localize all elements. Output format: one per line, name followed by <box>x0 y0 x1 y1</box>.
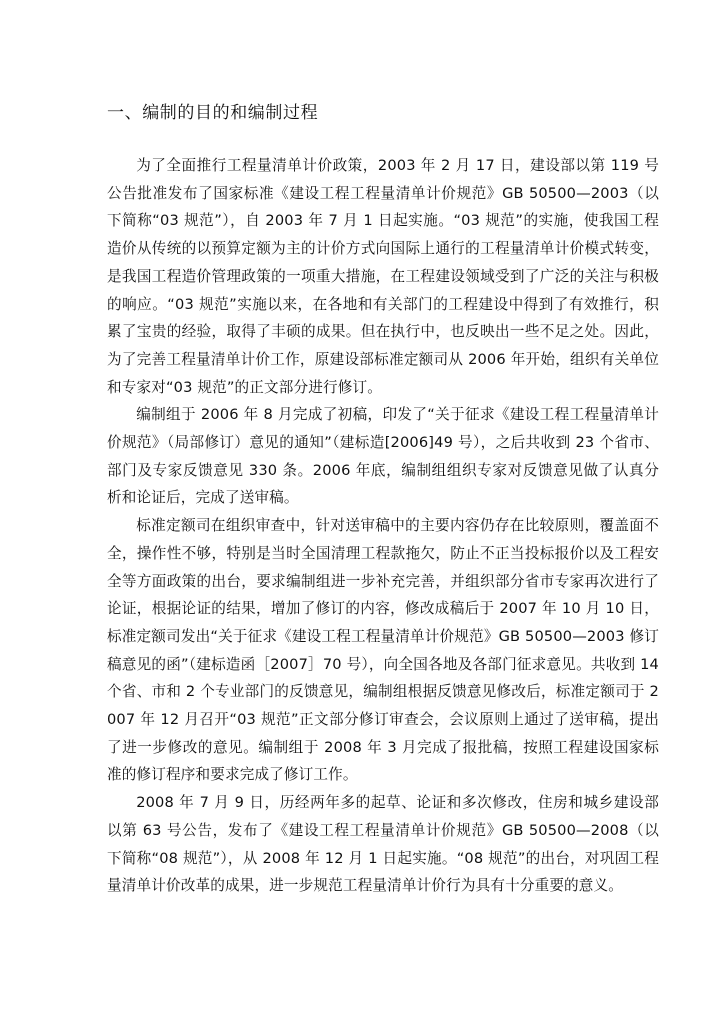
paragraph-08-spec-release: 2008 年 7 月 9 日，历经两年多的起草、论证和多次修改，住房和城乡建设部以第 63 号公告，发布了《建设工程工程量清单计价规范》GB 50500—2008（以下简称“08 规范”），从 2008 年 12 月 1 日起实施。“08 规范”的出台，对巩固工程量清单计价改革的成果，进一步规范工程量清单计价行为具有十分重要的意义。 <box>107 794 659 895</box>
document-body <box>107 152 659 900</box>
section-heading: 一、编制的目的和编制过程 <box>107 103 319 123</box>
paragraph-first-draft: 编制组于 2006 年 8 月完成了初稿，印发了“关于征求《建设工程工程量清单计价规范》（局部修订）意见的通知”（建标造[2006]49 号），之后共收到 23 个省市、部门及专家反馈意见 330 条。2006 年底，编制组组织专家对反馈意见做了认真分析和论证后，完成了送审稿。 <box>107 406 659 507</box>
paragraph-03-spec-background: 为了全面推行工程量清单计价政策，2003 年 2 月 17 日，建设部以第 119 号公告批准发布了国家标准《建设工程工程量清单计价规范》GB 50500—2003（以下简称“03 规范”），自 2003 年 7 月 1 日起实施。“03 规范”的实施，使我国工程造价从传统的以预算定额为主的计价方式向国际上通行的工程量清单计价模式转变，是我国工程造价管理政策的一项重大措施，在工程建设领域受到了广泛的关注与积极的响应。“03 规范”实施以来，在各地和有关部门的工程建设中得到了有效推行，积累了宝贵的经验，取得了丰硕的成果。但在执行中，也反映出一些不足之处。因此，为了完善工程量清单计价工作，原建设部标准定额司从 2006 年开始，组织有关单位和专家对“03 规范”的正文部分进行修订。 <box>107 157 659 396</box>
paragraph-review-revision: 标准定额司在组织审查中，针对送审稿中的主要内容仍存在比较原则，覆盖面不全，操作性不够，特别是当时全国清理工程款拖欠，防止不正当投标报价以及工程安全等方面政策的出台，要求编制组进一步补充完善，并组织部分省市专家再次进行了论证，根据论证的结果，增加了修订的内容，修改成稿后于 2007 年 10 月 10 日，标准定额司发出“关于征求《建设工程工程量清单计价规范》GB 50500—2003 修订稿意见的函”（建标造函［2007］70 号），向全国各地及各部门征求意见。共收到 14 个省、市和 2 个专业部门的反馈意见，编制组根据反馈意见修改后，标准定额司于 2007 年 12 月召开“03 规范”正文部分修订审查会，会议原则上通过了送审稿，提出了进一步修改的意见。编制组于 2008 年 3 月完成了报批稿，按照工程建设国家标准的修订程序和要求完成了修订工作。 <box>107 517 659 784</box>
